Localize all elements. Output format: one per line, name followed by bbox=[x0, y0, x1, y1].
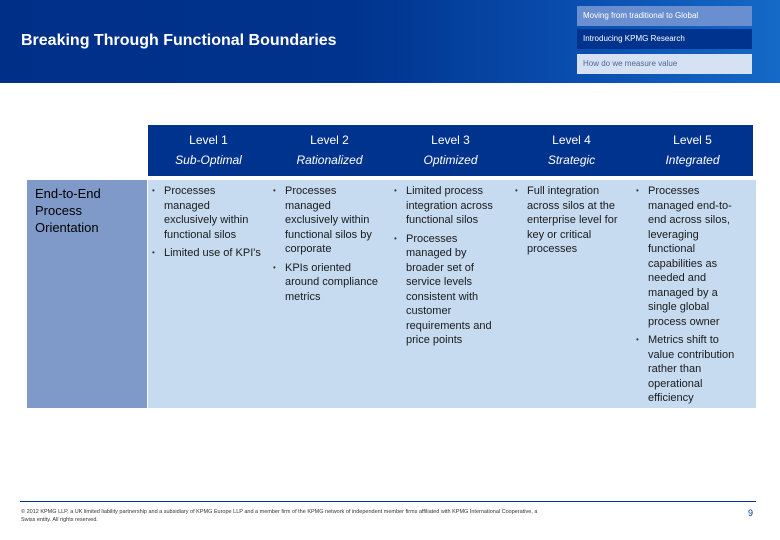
bullet-text: Processes managed exclusively within functional silos by corporate bbox=[285, 185, 372, 255]
bullet-icon: • bbox=[273, 186, 276, 195]
bullet-icon: • bbox=[394, 233, 397, 243]
list-item bbox=[634, 184, 746, 329]
footer-copyright: © 2012 KPMG LLP, a UK limited liability partnership and a subsidiary of KPMG Europe LLP and a member firm of the KPMG network of independent member firms affiliated with KPMG International Cooperative, a Swiss entity. All rights reserved. bbox=[21, 509, 538, 523]
list-item bbox=[150, 184, 262, 242]
column-subtitle: Optimized bbox=[423, 153, 478, 167]
cell-level-1 bbox=[150, 184, 262, 265]
list-item bbox=[392, 232, 504, 348]
bullet-icon: • bbox=[394, 186, 397, 195]
bullet-text: Limited process integration across functional silos bbox=[406, 185, 493, 226]
bullet-text: Metrics shift to value contribution rather than operational efficiency bbox=[648, 334, 735, 404]
nav-tab-introducing-kpmg-research[interactable]: Introducing KPMG Research bbox=[577, 29, 752, 49]
column-subtitle: Rationalized bbox=[296, 153, 363, 167]
column-header-level-5 bbox=[632, 125, 753, 176]
list-item bbox=[271, 261, 383, 305]
list-item bbox=[150, 246, 262, 261]
footer-divider bbox=[20, 501, 756, 502]
nav-tab-moving-to-global[interactable]: Moving from traditional to Global bbox=[577, 6, 752, 26]
bullet-text: KPIs oriented around compliance metrics bbox=[285, 261, 378, 303]
column-header-level-4 bbox=[511, 125, 632, 176]
column-header-level-3 bbox=[390, 125, 511, 176]
column-level-label: Level 5 bbox=[673, 133, 712, 147]
row-label-cell bbox=[27, 180, 147, 408]
bullet-text: Full integration across silos at the enterprise level for key or critical processes bbox=[527, 185, 618, 255]
column-header-level-2 bbox=[269, 125, 390, 176]
bullet-text: Processes managed end-to-end across silos, leveraging functional capabilities as needed and managed by a single global process owner bbox=[648, 185, 732, 328]
bullet-icon: • bbox=[152, 248, 155, 257]
column-level-label: Level 2 bbox=[310, 133, 349, 147]
cell-level-2 bbox=[271, 184, 383, 308]
bullet-icon: • bbox=[515, 186, 518, 195]
bullet-icon: • bbox=[636, 335, 639, 344]
list-item bbox=[513, 184, 625, 257]
cell-level-3 bbox=[392, 184, 504, 352]
page-number: 9 bbox=[748, 508, 754, 518]
bullet-icon: • bbox=[152, 186, 155, 195]
list-item bbox=[392, 184, 504, 228]
nav-tab-measure-value[interactable]: How do we measure value bbox=[577, 54, 752, 74]
bullet-text: Processes managed by broader set of service levels consistent with customer requirements and price points bbox=[406, 232, 492, 346]
list-item bbox=[634, 333, 746, 406]
column-level-label: Level 1 bbox=[189, 133, 228, 147]
page-title: Breaking Through Functional Boundaries bbox=[21, 32, 337, 49]
column-subtitle: Strategic bbox=[547, 153, 596, 167]
cell-level-5 bbox=[634, 184, 746, 410]
cell-level-4 bbox=[513, 184, 625, 261]
row-label: End-to-End Process Orientation bbox=[35, 186, 101, 235]
column-level-label: Level 4 bbox=[552, 133, 591, 147]
bullet-text: Processes managed exclusively within functional silos bbox=[164, 185, 249, 241]
bullet-icon: • bbox=[273, 262, 276, 272]
bullet-icon: • bbox=[636, 186, 639, 195]
bullet-text: Limited use of KPI's bbox=[164, 247, 261, 259]
column-level-label: Level 3 bbox=[431, 133, 470, 147]
column-header-level-1 bbox=[148, 125, 269, 176]
column-subtitle: Integrated bbox=[665, 153, 720, 167]
list-item bbox=[271, 184, 383, 257]
column-subtitle: Sub-Optimal bbox=[175, 153, 242, 167]
